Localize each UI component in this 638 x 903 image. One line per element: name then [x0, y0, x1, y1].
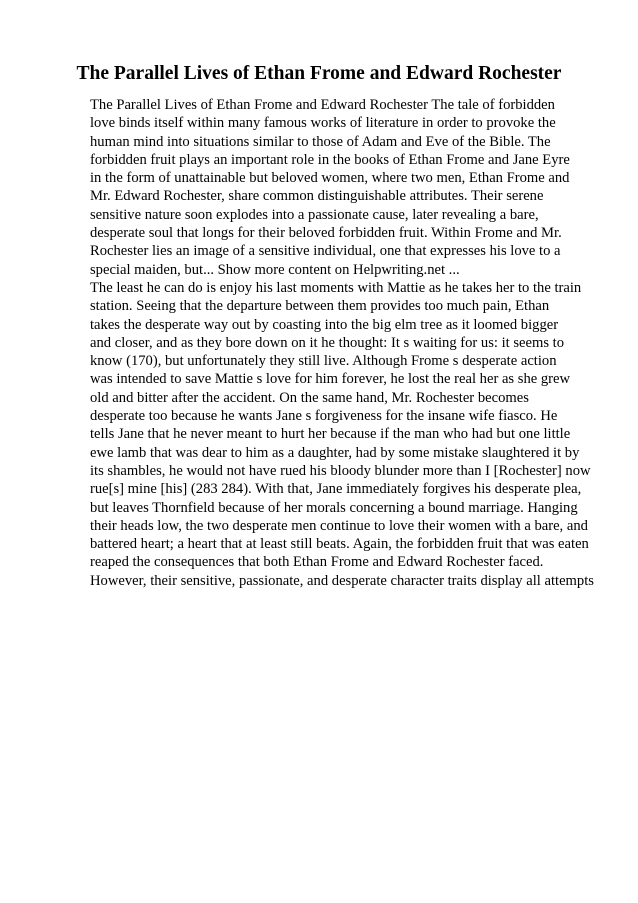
body-text — [90, 96, 610, 590]
text-line: in the form of unattainable but beloved women, where two men, Ethan Frome and — [90, 170, 570, 187]
text-line: love binds itself within many famous works of literature in order to provoke the — [90, 115, 556, 132]
text-line: old and bitter after the accident. On the same hand, Mr. Rochester becomes — [90, 389, 529, 406]
text-line: desperate soul that longs for their beloved forbidden fruit. Within Frome and Mr. — [90, 225, 562, 242]
text-line: their heads low, the two desperate men continue to love their women with a bare, and — [90, 517, 588, 534]
text-line: know (170), but unfortunately they still live. Although Frome s desperate action — [90, 353, 557, 370]
text-line: sensitive nature soon explodes into a passionate cause, later revealing a bare, — [90, 206, 539, 223]
text-line: but leaves Thornfield because of her morals concerning a bound marriage. Hanging — [90, 499, 578, 516]
text-line: special maiden, but... Show more content on Helpwriting.net ... — [90, 261, 460, 278]
text-line: tells Jane that he never meant to hurt her because if the man who had but one little — [90, 426, 571, 443]
text-line: desperate too because he wants Jane s forgiveness for the insane wife fiasco. He — [90, 408, 558, 425]
text-line: ewe lamb that was dear to him as a daughter, had by some mistake slaughtered it by — [90, 444, 580, 461]
text-line: However, their sensitive, passionate, and desperate character traits display all attempts — [90, 572, 594, 589]
text-line: human mind into situations similar to those of Adam and Eve of the Bible. The — [90, 133, 551, 150]
text-line: was intended to save Mattie s love for him forever, he lost the real her as she grew — [90, 371, 571, 388]
text-line: Mr. Edward Rochester, share common distinguishable attributes. Their serene — [90, 188, 544, 205]
text-line: forbidden fruit plays an important role in the books of Ethan Frome and Jane Eyre — [90, 151, 570, 168]
text-line: rue[s] mine [his] (283 284). With that, Jane immediately forgives his desperate plea, — [90, 481, 582, 498]
text-line: reaped the consequences that both Ethan Frome and Edward Rochester faced. — [90, 554, 544, 571]
text-line: station. Seeing that the departure between them provides too much pain, Ethan — [90, 298, 550, 315]
text-line: battered heart; a heart that at least still beats. Again, the forbidden fruit that was eaten — [90, 536, 589, 553]
text-line: and closer, and as they bore down on it he thought: It s waiting for us: it seems to — [90, 334, 565, 351]
text-line: its shambles, he would not have rued his bloody blunder more than I [Rochester] now — [90, 462, 591, 479]
text-line: Rochester lies an image of a sensitive individual, one that expresses his love to a — [90, 243, 561, 260]
page-title: The Parallel Lives of Ethan Frome and Edward Rochester — [76, 63, 562, 84]
text-line: The least he can do is enjoy his last moments with Mattie as he takes her to the train — [90, 279, 582, 296]
text-line: The Parallel Lives of Ethan Frome and Edward Rochester The tale of forbidden — [90, 97, 555, 113]
text-line: takes the desperate way out by coasting into the big elm tree as it loomed bigger — [90, 316, 559, 333]
